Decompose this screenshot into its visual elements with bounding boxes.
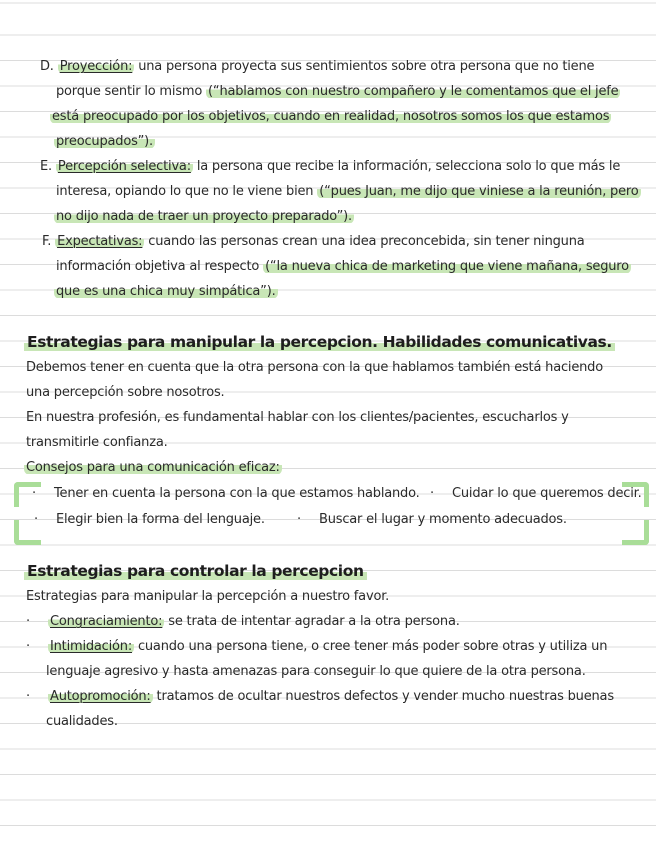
tips-label: Consejos para una comunicación eficaz: xyxy=(26,460,280,475)
heading-2-text: Estrategias para controlar la percepcion xyxy=(24,562,367,580)
item-f-line-2 xyxy=(56,258,656,276)
item-d-example-end: preocupados”). xyxy=(56,134,153,149)
tips-row-1-right xyxy=(430,485,650,503)
tip-1: Tener en cuenta la persona con la que estamos hablando. xyxy=(54,486,420,501)
item-d-term: Proyección: xyxy=(59,59,133,74)
strategy-3-text: tratamos de ocultar nuestros defectos y vender mucho nuestras buenas xyxy=(152,689,614,704)
para1-line-4: transmitirle confianza. xyxy=(26,435,168,450)
strategy-3 xyxy=(26,688,656,706)
tip-4: Buscar el lugar y momento adecuados. xyxy=(319,512,567,527)
strategy-bullet-2: · xyxy=(26,639,30,654)
item-f-letter: F. xyxy=(42,234,52,249)
item-f-line-3 xyxy=(54,283,656,301)
heading-manipular-percepcion xyxy=(24,331,615,353)
strategy-3-term: Autopromoción: xyxy=(50,689,151,704)
item-e-text: la persona que recibe la información, selecciona solo lo que más le xyxy=(192,159,621,174)
item-f-example-end: que es una chica muy simpática”). xyxy=(56,284,276,299)
tips-label-line xyxy=(24,459,656,477)
tip-2: Cuidar lo que queremos decir. xyxy=(452,486,642,501)
item-d-line-4 xyxy=(54,133,656,151)
heading-1-text: Estrategias para manipular la percepcion. Habilidades comunicativas. xyxy=(24,333,615,351)
item-d-letter: D. xyxy=(40,59,54,74)
item-f-text-plain: información objetiva al respecto xyxy=(56,259,264,274)
item-f-text: cuando las personas crean una idea preconcebida, sin tener ninguna xyxy=(144,234,585,249)
item-e-line-2 xyxy=(56,183,656,201)
item-d-example: (“hablamos con nuestro compañero y le comentamos que el jefe xyxy=(208,84,619,99)
item-e-term: Percepción selectiva: xyxy=(57,159,191,174)
strategy-2-cont: lenguaje agresivo y hasta amenazas para conseguir lo que quiere de la otra persona. xyxy=(46,664,586,679)
strategy-bullet-3: · xyxy=(26,689,30,704)
strategy-2 xyxy=(26,638,656,656)
item-f-term: Expectativas: xyxy=(57,234,143,249)
strategy-3-cont: cualidades. xyxy=(46,714,118,729)
item-f-example: (“la nueva chica de marketing que viene mañana, seguro xyxy=(265,259,629,274)
strategy-1 xyxy=(26,613,656,631)
item-e-letter: E. xyxy=(40,159,52,174)
item-e-example: (“pues Juan, me dijo que viniese a la reunión, pero xyxy=(319,184,639,199)
tip-bullet-1: · xyxy=(32,486,36,501)
tip-bullet-3: · xyxy=(34,512,38,527)
item-d-line-1 xyxy=(40,58,656,76)
tips-row-2-right xyxy=(297,511,617,529)
heading-controlar-percepcion xyxy=(24,560,367,582)
strategy-1-term: Congraciamiento: xyxy=(50,614,163,629)
para1-line-1: Debemos tener en cuenta que la otra persona con la que hablamos también está haciendo xyxy=(26,360,603,375)
item-e-line-1 xyxy=(40,158,656,176)
item-d-text-plain: porque sentir lo mismo xyxy=(56,84,207,99)
para1-line-3: En nuestra profesión, es fundamental hablar con los clientes/pacientes, escucharlos y xyxy=(26,410,569,425)
strategy-2-text: cuando una persona tiene, o cree tener más poder sobre otras y utiliza un xyxy=(134,639,608,654)
item-f-line-1 xyxy=(42,233,656,251)
item-e-text-plain: interesa, opiando lo que no le viene bien xyxy=(56,184,318,199)
intro2: Estrategias para manipular la percepción a nuestro favor. xyxy=(26,589,390,604)
item-d-line-2 xyxy=(56,83,656,101)
tip-bullet-4: · xyxy=(297,512,301,527)
tip-bullet-2: · xyxy=(430,486,434,501)
para1-line-2: una percepción sobre nosotros. xyxy=(26,385,225,400)
item-d-text: una persona proyecta sus sentimientos sobre otra persona que no tiene xyxy=(134,59,595,74)
strategy-1-text: se trata de intentar agradar a la otra persona. xyxy=(164,614,460,629)
item-e-example-end: no dijo nada de traer un proyecto preparado”). xyxy=(56,209,352,224)
item-d-example-cont: está preocupado por los objetivos, cuando en realidad, nosotros somos los que estamos xyxy=(52,109,610,124)
item-e-line-3 xyxy=(54,208,656,226)
strategy-bullet-1: · xyxy=(26,614,30,629)
item-d-line-3 xyxy=(50,108,656,126)
strategy-2-term: Intimidación: xyxy=(50,639,133,654)
tip-3: Elegir bien la forma del lenguaje. xyxy=(56,512,265,527)
